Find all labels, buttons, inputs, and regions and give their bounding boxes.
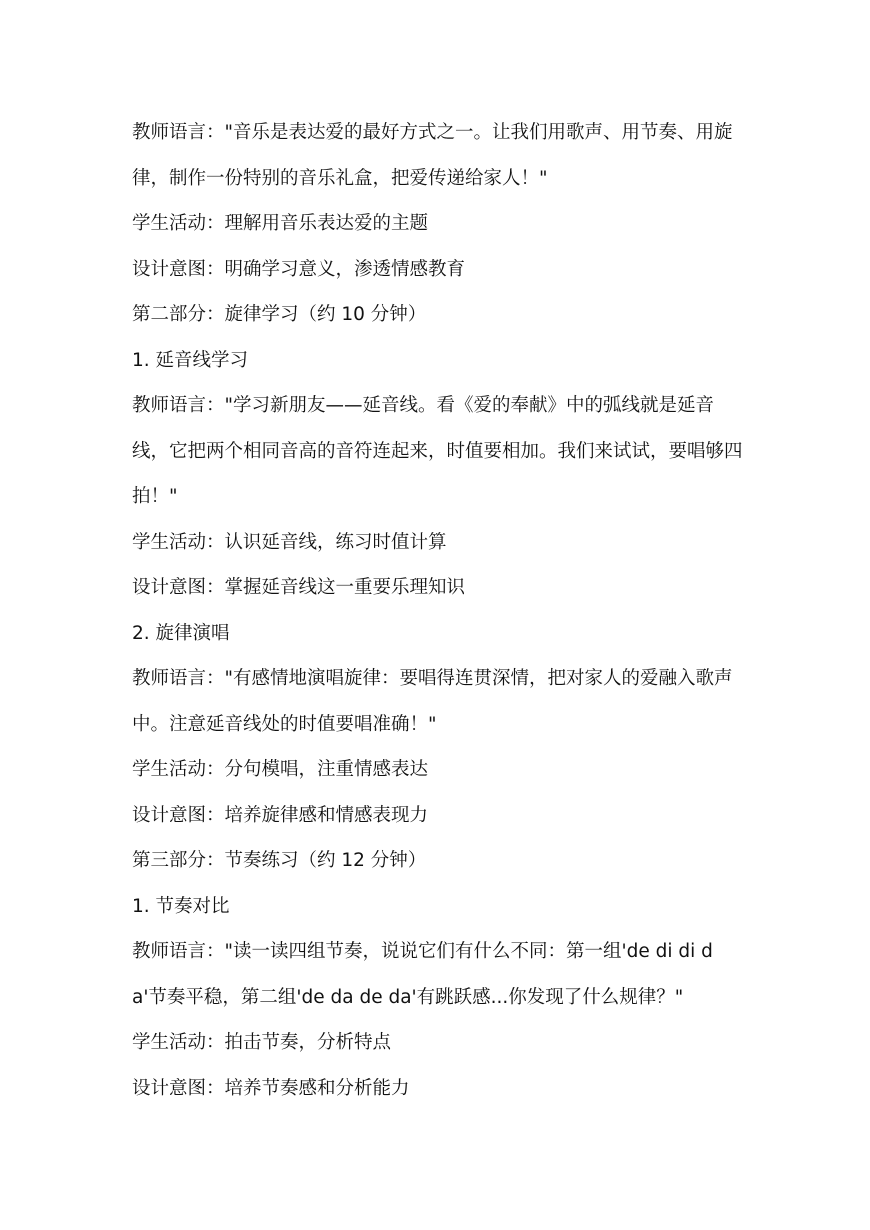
teacher-speech-paragraph: 教师语言："学习新朋友——延音线。看《爱的奉献》中的弧线就是延音线，它把两个相同音高的音符连起来，时值要相加。我们来试试，要唱够四拍！" (132, 395, 743, 507)
student-activity-line: 学生活动：认识延音线，练习时值计算 (132, 531, 447, 553)
design-intent-line: 设计意图：明确学习意义，渗透情感教育 (132, 258, 466, 280)
student-activity-line: 学生活动：理解用音乐表达爱的主题 (132, 213, 429, 234)
subsection-heading: 1. 节奏对比 (132, 895, 230, 917)
subsection-heading: 2. 旋律演唱 (132, 622, 230, 644)
teacher-speech-paragraph: 教师语言："有感情地演唱旋律：要唱得连贯深情，把对家人的爱融入歌声中。注意延音线处的时值要唱准确！" (132, 668, 733, 735)
teacher-speech-paragraph: 教师语言："读一读四组节奏，说说它们有什么不同：第一组'de di di da'节奏平稳，第二组'de da de da'有跳跃感...你发现了什么规律？" (132, 941, 713, 1008)
subsection-heading: 1. 延音线学习 (132, 349, 249, 371)
design-intent-line: 设计意图：培养节奏感和分析能力 (132, 1077, 410, 1099)
section-heading: 第三部分：节奏练习（约 12 分钟） (132, 850, 427, 871)
teacher-speech-paragraph: 教师语言："音乐是表达爱的最好方式之一。让我们用歌声、用节奏、用旋律，制作一份特别的音乐礼盒，把爱传递给家人！" (132, 122, 733, 189)
design-intent-line: 设计意图：掌握延音线这一重要乐理知识 (132, 577, 466, 598)
student-activity-line: 学生活动：分句模唱，注重情感表达 (132, 759, 429, 780)
student-activity-line: 学生活动：拍击节奏，分析特点 (132, 1032, 392, 1053)
document-body (132, 110, 744, 1111)
section-heading: 第二部分：旋律学习（约 10 分钟） (132, 304, 427, 325)
design-intent-line: 设计意图：培养旋律感和情感表现力 (132, 804, 429, 826)
